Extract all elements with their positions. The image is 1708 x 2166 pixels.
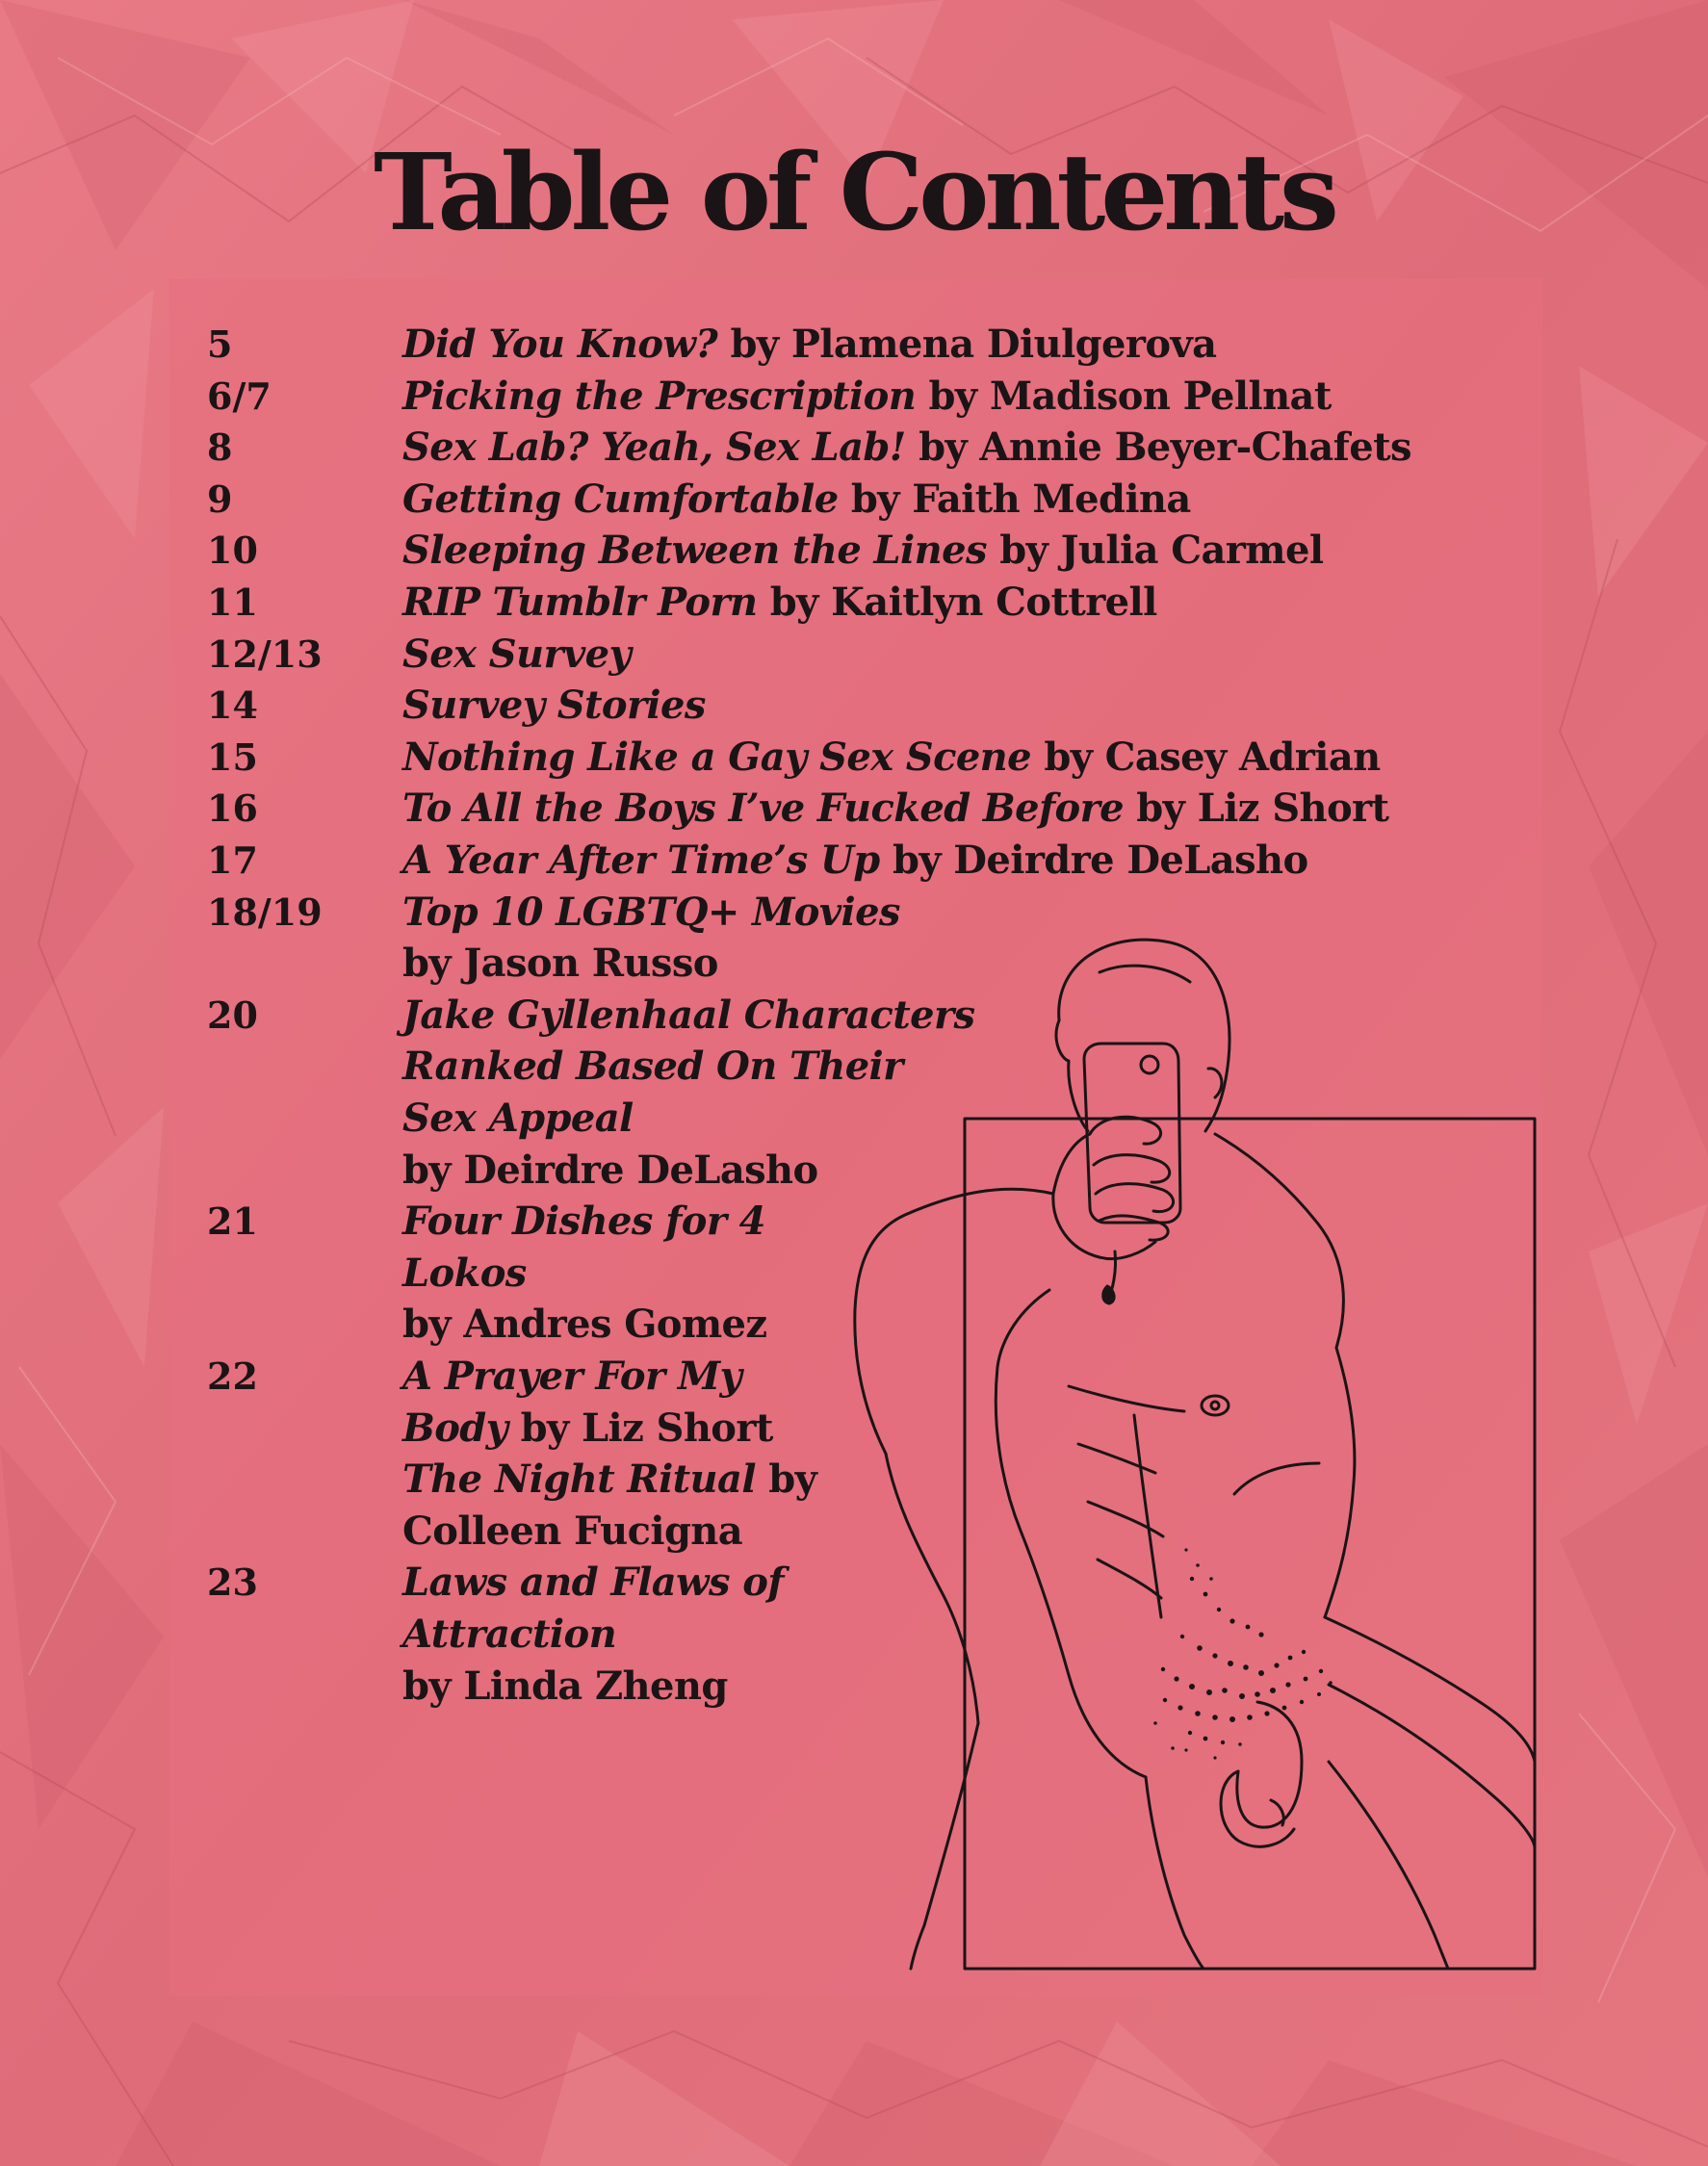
toc-article-title: Nothing Like a Gay Sex Scene: [402, 734, 1032, 780]
toc-page-number: 18/19: [207, 890, 323, 934]
toc-entry: [0, 319, 1708, 371]
toc-entry: [0, 680, 1708, 732]
toc-entry: [0, 1041, 1708, 1093]
toc-entry: [0, 1248, 1708, 1300]
toc-byline: by Jason Russo: [402, 941, 718, 987]
toc-article-title: Four Dishes for 4: [402, 1199, 765, 1245]
toc-article-title: RIP Tumblr Porn: [402, 580, 758, 625]
toc-entry-text: [402, 887, 900, 939]
toc-article-title: Sex Lab? Yeah, Sex Lab!: [402, 425, 906, 471]
toc-entry: [0, 1661, 1708, 1713]
toc-entry: [0, 1351, 1708, 1403]
toc-article-title: Body: [402, 1405, 508, 1451]
toc-page-number: 15: [207, 735, 258, 779]
toc-entry: [0, 1506, 1708, 1558]
toc-entry-text: [402, 525, 1323, 577]
toc-entry: [0, 629, 1708, 681]
toc-entry-text: [402, 1351, 741, 1403]
toc-entry: [0, 577, 1708, 629]
toc-byline: by: [755, 1457, 817, 1503]
toc-byline: Colleen Fucigna: [402, 1508, 743, 1554]
toc-entry-text: [402, 1506, 742, 1558]
toc-page-number: 20: [207, 993, 258, 1037]
toc-article-title: Attraction: [402, 1612, 617, 1657]
toc-entry-text: [402, 1145, 818, 1197]
toc-byline: by Madison Pellnat: [916, 373, 1332, 419]
toc-byline: by Annie Beyer-Chafets: [905, 425, 1411, 471]
toc-article-title: Survey Stories: [402, 683, 706, 729]
toc-entry: [0, 835, 1708, 887]
toc-entry: [0, 474, 1708, 526]
toc-entry: [0, 732, 1708, 784]
toc-article-title: To All the Boys I’ve Fucked Before: [402, 786, 1124, 832]
toc-entry: [0, 1557, 1708, 1609]
toc-article-title: Sleeping Between the Lines: [402, 528, 987, 574]
toc-article-title: Jake Gyllenhaal Characters: [402, 992, 975, 1038]
toc-entry: [0, 990, 1708, 1042]
toc-entry-text: [402, 474, 1191, 526]
toc-page-number: 16: [207, 786, 258, 831]
toc-entry-text: [402, 1454, 816, 1506]
toc-entry-text: [402, 835, 1308, 887]
toc-entry-text: [402, 319, 1216, 371]
toc-page-number: 10: [207, 529, 258, 573]
toc-article-title: Lokos: [402, 1250, 527, 1296]
toc-byline: by Kaitlyn Cottrell: [757, 580, 1157, 625]
toc-byline: by Andres Gomez: [402, 1302, 767, 1348]
toc-byline: by Deirdre DeLasho: [879, 838, 1308, 883]
toc-article-title: Did You Know?: [402, 322, 718, 367]
toc-article-title: Top 10 LGBTQ+ Movies: [402, 889, 900, 935]
toc-page-number: 9: [207, 477, 233, 521]
toc-entry-text: [402, 1403, 773, 1455]
toc-entry: [0, 1403, 1708, 1455]
toc-article-title: Picking the Prescription: [402, 373, 917, 419]
toc-entry-text: [402, 422, 1411, 474]
toc-entry-text: [402, 1299, 767, 1351]
toc-entry-text: [402, 1248, 527, 1300]
toc-entry: [0, 938, 1708, 990]
toc-article-title: Getting Cumfortable: [402, 476, 839, 522]
toc-entry: [0, 371, 1708, 423]
toc-entry-text: [402, 1661, 728, 1713]
toc-page-number: 5: [207, 322, 233, 366]
toc-article-title: Sex Survey: [402, 631, 632, 677]
toc-byline: by Casey Adrian: [1031, 734, 1381, 780]
toc-entry-text: [402, 629, 631, 681]
toc-entry-text: [402, 1093, 634, 1145]
toc-byline: by Liz Short: [507, 1405, 773, 1451]
toc-entry: [0, 1299, 1708, 1351]
toc-entry: [0, 1609, 1708, 1661]
toc-entry-text: [402, 1041, 903, 1093]
toc-byline: by Liz Short: [1123, 786, 1389, 832]
toc-page-number: 23: [207, 1560, 258, 1605]
toc-entry-text: [402, 990, 974, 1042]
toc-byline: by Deirdre DeLasho: [402, 1147, 818, 1193]
toc-article-title: Ranked Based On Their: [402, 1044, 903, 1090]
toc-entry: [0, 1196, 1708, 1248]
toc-page-number: 22: [207, 1354, 258, 1398]
toc-entry-text: [402, 371, 1332, 423]
toc-entry-text: [402, 783, 1388, 835]
toc-entry-text: [402, 680, 706, 732]
toc-article-title: Laws and Flaws of: [402, 1560, 784, 1606]
toc-entry: [0, 525, 1708, 577]
toc-byline: by Faith Medina: [838, 476, 1191, 522]
toc-page-number: 11: [207, 580, 258, 624]
toc-article-title: A Prayer For My: [402, 1354, 742, 1399]
toc-byline: by Julia Carmel: [986, 528, 1324, 574]
toc-entry: [0, 1093, 1708, 1145]
toc-page-number: 17: [207, 838, 258, 882]
toc-article-title: The Night Ritual: [402, 1457, 756, 1503]
toc-byline: by Plamena Diulgerova: [717, 322, 1217, 367]
toc-entry: [0, 422, 1708, 474]
toc-entry-text: [402, 1196, 765, 1248]
toc-entry-text: [402, 1609, 616, 1661]
toc-entry-text: [402, 1557, 784, 1609]
page-title: Table of Contents: [374, 130, 1334, 254]
toc-entry: [0, 783, 1708, 835]
toc-byline: by Linda Zheng: [402, 1663, 728, 1709]
toc-article-title: Sex Appeal: [402, 1096, 634, 1141]
toc-entry-text: [402, 732, 1381, 784]
toc-entry: [0, 1145, 1708, 1197]
toc-entry: [0, 887, 1708, 939]
toc-entry: [0, 1454, 1708, 1506]
toc-page-number: 14: [207, 683, 258, 728]
toc-entry-text: [402, 577, 1157, 629]
toc-page-number: 6/7: [207, 374, 272, 418]
toc-page-number: 8: [207, 425, 233, 470]
toc-article-title: A Year After Time’s Up: [402, 838, 880, 883]
toc-page-number: 12/13: [207, 632, 323, 676]
toc-entry-text: [402, 938, 718, 990]
toc-page-number: 21: [207, 1199, 258, 1244]
